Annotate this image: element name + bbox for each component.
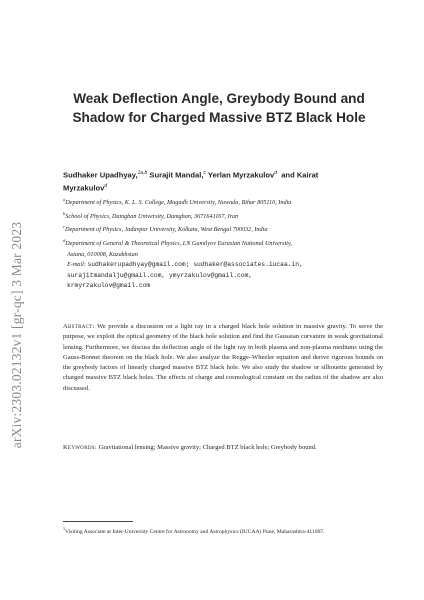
email-link[interactable]: krmyrzakulov@gmail.com: [67, 282, 151, 290]
footnote-divider: [63, 521, 133, 522]
arxiv-identifier-stamp: [6, 170, 28, 500]
email-link[interactable]: sudhakerupadhyay@gmail.com; sudhaker@associates.iucaa.in,: [87, 261, 303, 269]
affiliation-item: $^d$Department of General & Theoretical Physics, LN Gumilyov Eurasian National University,: [63, 237, 292, 248]
footnote-mark: 1: [63, 526, 65, 531]
affiliation-item: $^c$Department of Physics, Jadavpur University, Kolkata, West Bengal 700032, India: [63, 224, 268, 234]
paper-title-line-1: Weak Deflection Angle, Greybody Bound and: [73, 91, 365, 106]
author-affiliation-mark: 1a,b: [137, 170, 148, 176]
abstract-text: We provide a discussion on a light ray in a charged black hole solution in massive gravity. To serve the purpose, we exploit the optical geometry of the black hole solution and find the Gaussian curvature in weak gravitational lensing. Furthermore, we discuss the deflection angle of the light ray in both plasma and non-plasma mediums using the Gauss-Bonnet theorem on the black hole. We also analyze the Regge–Wheeler equation and derive rigorous bounds on the greybody factors of linearly charged massive BTZ black hole. We also study the shadow or silhouette generated by charged massive BTZ black holes. The effects of charge and cosmological constant on the radius of the shadow are also discussed.: [63, 323, 383, 392]
author-name: Myrzakulov: [63, 183, 105, 193]
author-affiliation-mark: c: [203, 170, 206, 176]
affiliation-item: $^a$Department of Physics, K. L. S. College, Magadh University, Nawada, Bihar 805110, India: [63, 197, 292, 207]
footnote: [63, 525, 383, 536]
paper-title-line-2: Shadow for Charged Massive BTZ Black Hole: [72, 110, 366, 125]
author-name: and Kairat: [281, 170, 319, 180]
author-affiliation-mark: d: [104, 182, 108, 189]
author-list: [63, 168, 383, 193]
author-name: Surajit Mandal,: [149, 170, 204, 180]
keywords-text: Gravitational lensing; Massive gravity; Charged BTZ black hole; Greybody bound.: [98, 444, 317, 451]
keywords-section: [63, 443, 383, 453]
abstract-label: Abstract:: [63, 323, 95, 330]
arxiv-identifier-text: arXiv:2303.02132v1 [gr-qc] 3 Mar 2023: [9, 221, 24, 449]
footnote-text: Visiting Associate at Inter-University Centre for Astronomy and Astrophysics (IUCAA) Pune, Maharashtra-411007.: [65, 528, 325, 535]
author-name: Yerlan Myrzakulov: [207, 170, 275, 180]
keywords-label: Keywords:: [63, 444, 97, 451]
affiliation-item: $^b$School of Physics, Damghan University, Damghan, 3671641167, Iran: [63, 210, 239, 220]
email-label: E-mail:: [67, 261, 86, 269]
paper-title: [60, 89, 378, 127]
author-name: Sudhaker Upadhyay,: [63, 170, 138, 180]
email-block: [63, 260, 383, 271]
abstract-section: [63, 322, 383, 394]
affiliation-item: Astana, 010008, Kazakhstan: [67, 250, 138, 258]
author-affiliation-mark: d: [274, 170, 277, 176]
email-link[interactable]: surajitmandalju@gmail.com, ymyrzakulov@gmail.com,: [67, 271, 253, 279]
affiliation-list: [63, 195, 383, 292]
